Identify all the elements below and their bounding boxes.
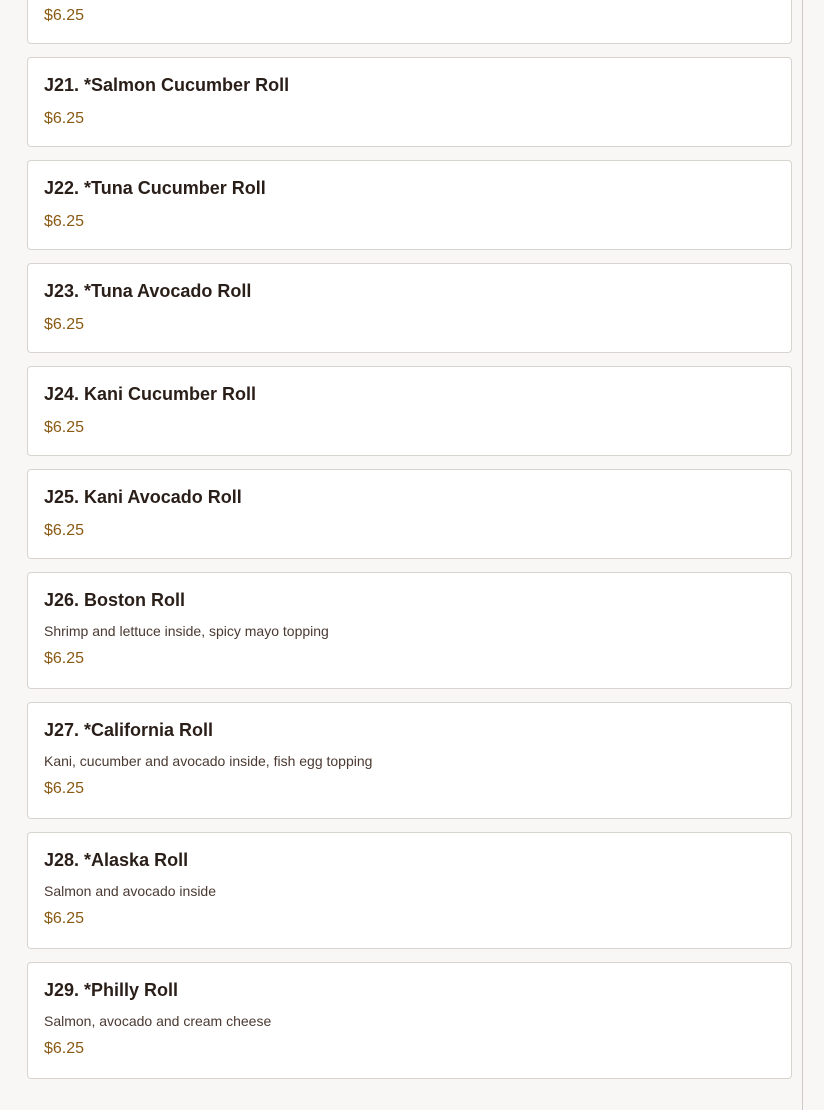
menu-item-name: J29. *Philly Roll: [44, 980, 179, 1000]
menu-item-price: $6.25: [44, 780, 85, 797]
menu-item-description: Salmon and avocado inside: [44, 883, 217, 899]
menu-item-card[interactable]: [27, 263, 792, 353]
menu-item-card[interactable]: [27, 366, 792, 456]
menu-item-price: $6.25: [44, 419, 85, 436]
menu-item-price: $6.25: [44, 650, 85, 667]
menu-item-name: J21. *Salmon Cucumber Roll: [44, 75, 290, 95]
menu-item-card[interactable]: [27, 832, 792, 949]
menu-item-card[interactable]: [27, 469, 792, 559]
menu-item-card[interactable]: [27, 57, 792, 147]
menu-item-price: $6.25: [44, 910, 85, 927]
menu-item-card[interactable]: [27, 572, 792, 689]
menu-item-name: J24. Kani Cucumber Roll: [44, 384, 257, 404]
menu-item-description: Shrimp and lettuce inside, spicy mayo topping: [44, 623, 329, 639]
menu-item-card[interactable]: [27, 160, 792, 250]
menu-item-price: $6.25: [44, 7, 85, 24]
menu-item-description: Salmon, avocado and cream cheese: [44, 1013, 272, 1029]
content-right-border: [802, 0, 803, 1110]
menu-item-card[interactable]: [27, 0, 792, 44]
menu-item-card[interactable]: [27, 702, 792, 819]
menu-item-name: J23. *Tuna Avocado Roll: [44, 281, 252, 301]
menu-item-price: $6.25: [44, 213, 85, 230]
menu-item-name: J28. *Alaska Roll: [44, 850, 189, 870]
menu-item-name: J25. Kani Avocado Roll: [44, 487, 242, 507]
menu-item-price: $6.25: [44, 1040, 85, 1057]
menu-item-card[interactable]: [27, 962, 792, 1079]
menu-item-price: $6.25: [44, 110, 85, 127]
menu-item-list: [27, 0, 792, 1092]
menu-item-name: J22. *Tuna Cucumber Roll: [44, 178, 266, 198]
menu-item-name: J26. Boston Roll: [44, 590, 186, 610]
menu-item-price: $6.25: [44, 316, 85, 333]
menu-item-description: Kani, cucumber and avocado inside, fish egg topping: [44, 753, 373, 769]
menu-item-price: $6.25: [44, 522, 85, 539]
menu-item-name: J27. *California Roll: [44, 720, 214, 740]
